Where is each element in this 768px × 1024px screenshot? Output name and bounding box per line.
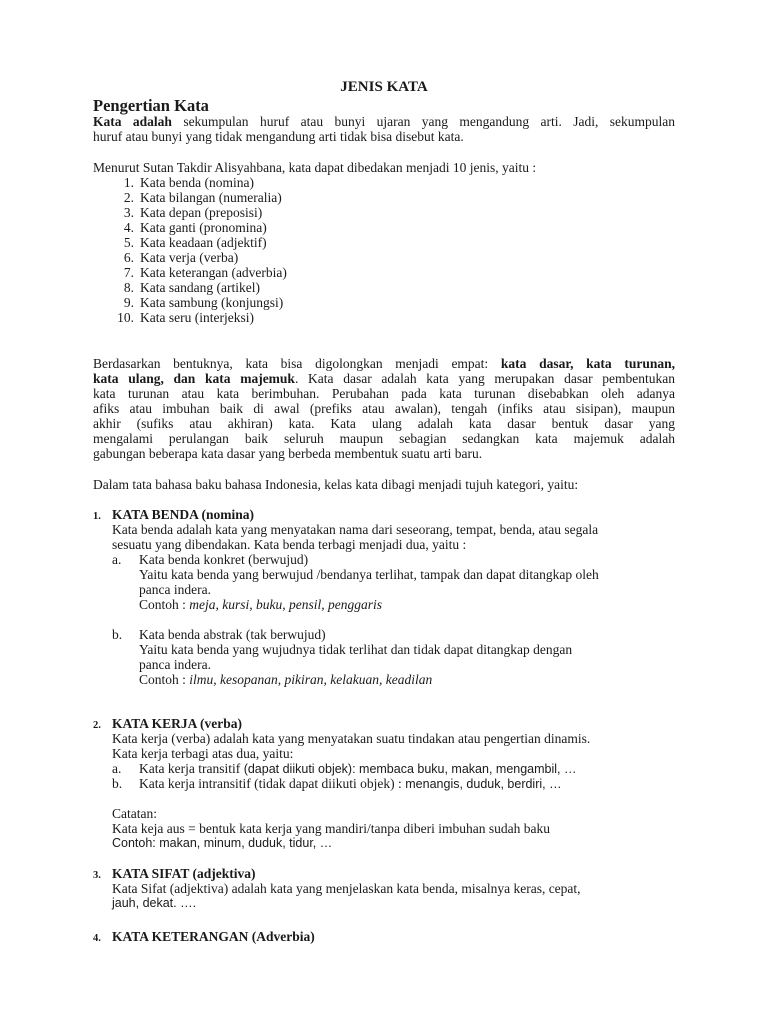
sifat-desc-line: jauh, dekat. …. [112,896,197,910]
bold-term: Kata adalah [93,114,172,129]
benda-b-desc-line: Yaitu kata benda yang wujudnya tidak terlihat dan tidak dapat ditangkap dengan [139,642,573,657]
list-item: 2. Kata bilangan (numeralia) [123,190,282,205]
list-item: 5. Kata keadaan (adjektif) [123,235,267,250]
paragraph-line: huruf atau bunyi yang tidak mengandung arti tidak bisa disebut kata. [93,129,464,144]
benda-desc-line: Kata benda adalah kata yang menyatakan nama dari seseorang, tempat, benda, atau segala [112,522,599,537]
list-item: 3. Kata depan (preposisi) [123,205,263,220]
paragraph-dalam: Dalam tata bahasa baku bahasa Indonesia, kelas kata dibagi menjadi tujuh kategori, yaitu: [93,477,579,492]
benda-b-desc-line: panca indera. [139,657,211,672]
list-item: 9. Kata sambung (konjungsi) [123,295,284,310]
section-heading-pengertian: Pengertian Kata [93,96,209,115]
kerja-subitem-a: a. Kata kerja transitif (dapat diikuti objek): membaca buku, makan, mengambil, … [112,761,577,776]
paragraph-line: akhir (sufiks atau akhiran) kata. Kata ulang adalah kata dasar bentuk dasar yang [93,416,675,431]
kerja-desc-line: Kata kerja terbagi atas dua, yaitu: [112,746,294,761]
benda-a-desc-line: panca indera. [139,582,211,597]
list-item: 7. Kata keterangan (adverbia) [123,265,287,280]
kerja-catatan-line: Kata keja aus = bentuk kata kerja yang mandiri/tanpa diberi imbuhan sudah baku [112,821,550,836]
heading-kata-kerja: 2. KATA KERJA (verba) [93,716,242,731]
benda-subitem-a: a. Kata benda konkret (berwujud) [112,552,309,567]
paragraph-line: kata ulang, dan kata majemuk. Kata dasar adalah kata yang merupakan dasar pembentukan [93,371,675,386]
kerja-catatan-label: Catatan: [112,806,157,821]
kerja-desc-line: Kata kerja (verba) adalah kata yang menyatakan suatu tindakan atau pengertian dinamis. [112,731,591,746]
list-item: 6. Kata verja (verba) [123,250,239,265]
bold-term: kata dasar, kata turunan, [500,356,676,371]
paragraph-pengertian [93,114,675,144]
paragraph-line: Berdasarkan bentuknya, kata bisa digolongkan menjadi empat: kata dasar, kata turunan, [93,356,676,371]
heading-kata-benda: 1. KATA BENDA (nomina) [93,507,255,522]
list-item: 10. Kata seru (interjeksi) [117,310,254,325]
paragraph-menurut: Menurut Sutan Takdir Alisyahbana, kata dapat dibedakan menjadi 10 jenis, yaitu : [93,160,537,175]
word-types-list [96,175,287,325]
paragraph-line: afiks atau imbuhan baik di awal (prefiks atau awalan), tengah (infiks atau sisipan), maupun [93,401,675,416]
sifat-desc-line: Kata Sifat (adjektiva) adalah kata yang menjelaskan kata benda, misalnya keras, cepat, [112,881,581,896]
document-title: JENIS KATA [340,79,428,95]
benda-a-contoh: Contoh : meja, kursi, buku, pensil, penggaris [139,597,382,612]
bold-term: kata ulang, dan kata majemuk [93,371,295,386]
list-item: 1. Kata benda (nomina) [123,175,254,190]
paragraph-line: mengalami perulangan baik seluruh maupun sebagian sedangkan kata majemuk adalah [93,431,675,446]
list-item: 4. Kata ganti (pronomina) [123,220,267,235]
paragraph-line: kata turunan atau kata berimbuhan. Perubahan pada kata turunan disebabkan oleh adanya [93,386,675,401]
benda-subitem-b: b. Kata benda abstrak (tak berwujud) [112,627,326,642]
heading-kata-sifat: 3. KATA SIFAT (adjektiva) [93,866,256,881]
paragraph-line: Kata adalah sekumpulan huruf atau bunyi ujaran yang mengandung arti. Jadi, sekumpulan [93,114,676,129]
paragraph-bentuk [93,356,675,461]
heading-kata-keterangan: 4. KATA KETERANGAN (Adverbia) [93,929,315,944]
kerja-subitem-b: b. Kata kerja intransitif (tidak dapat diikuti objek) : menangis, duduk, berdiri, … [112,776,562,791]
list-item: 8. Kata sandang (artikel) [123,280,260,295]
paragraph-line: gabungan beberapa kata dasar yang berbeda membentuk suatu arti baru. [93,446,483,461]
benda-a-desc-line: Yaitu kata benda yang berwujud /bendanya terlihat, tampak dan dapat ditangkap oleh [139,567,599,582]
kerja-catatan-contoh: Contoh: makan, minum, duduk, tidur, … [112,836,333,850]
benda-b-contoh: Contoh : ilmu, kesopanan, pikiran, kelakuan, keadilan [139,672,433,687]
benda-desc-line: sesuatu yang dibendakan. Kata benda terbagi menjadi dua, yaitu : [112,537,467,552]
